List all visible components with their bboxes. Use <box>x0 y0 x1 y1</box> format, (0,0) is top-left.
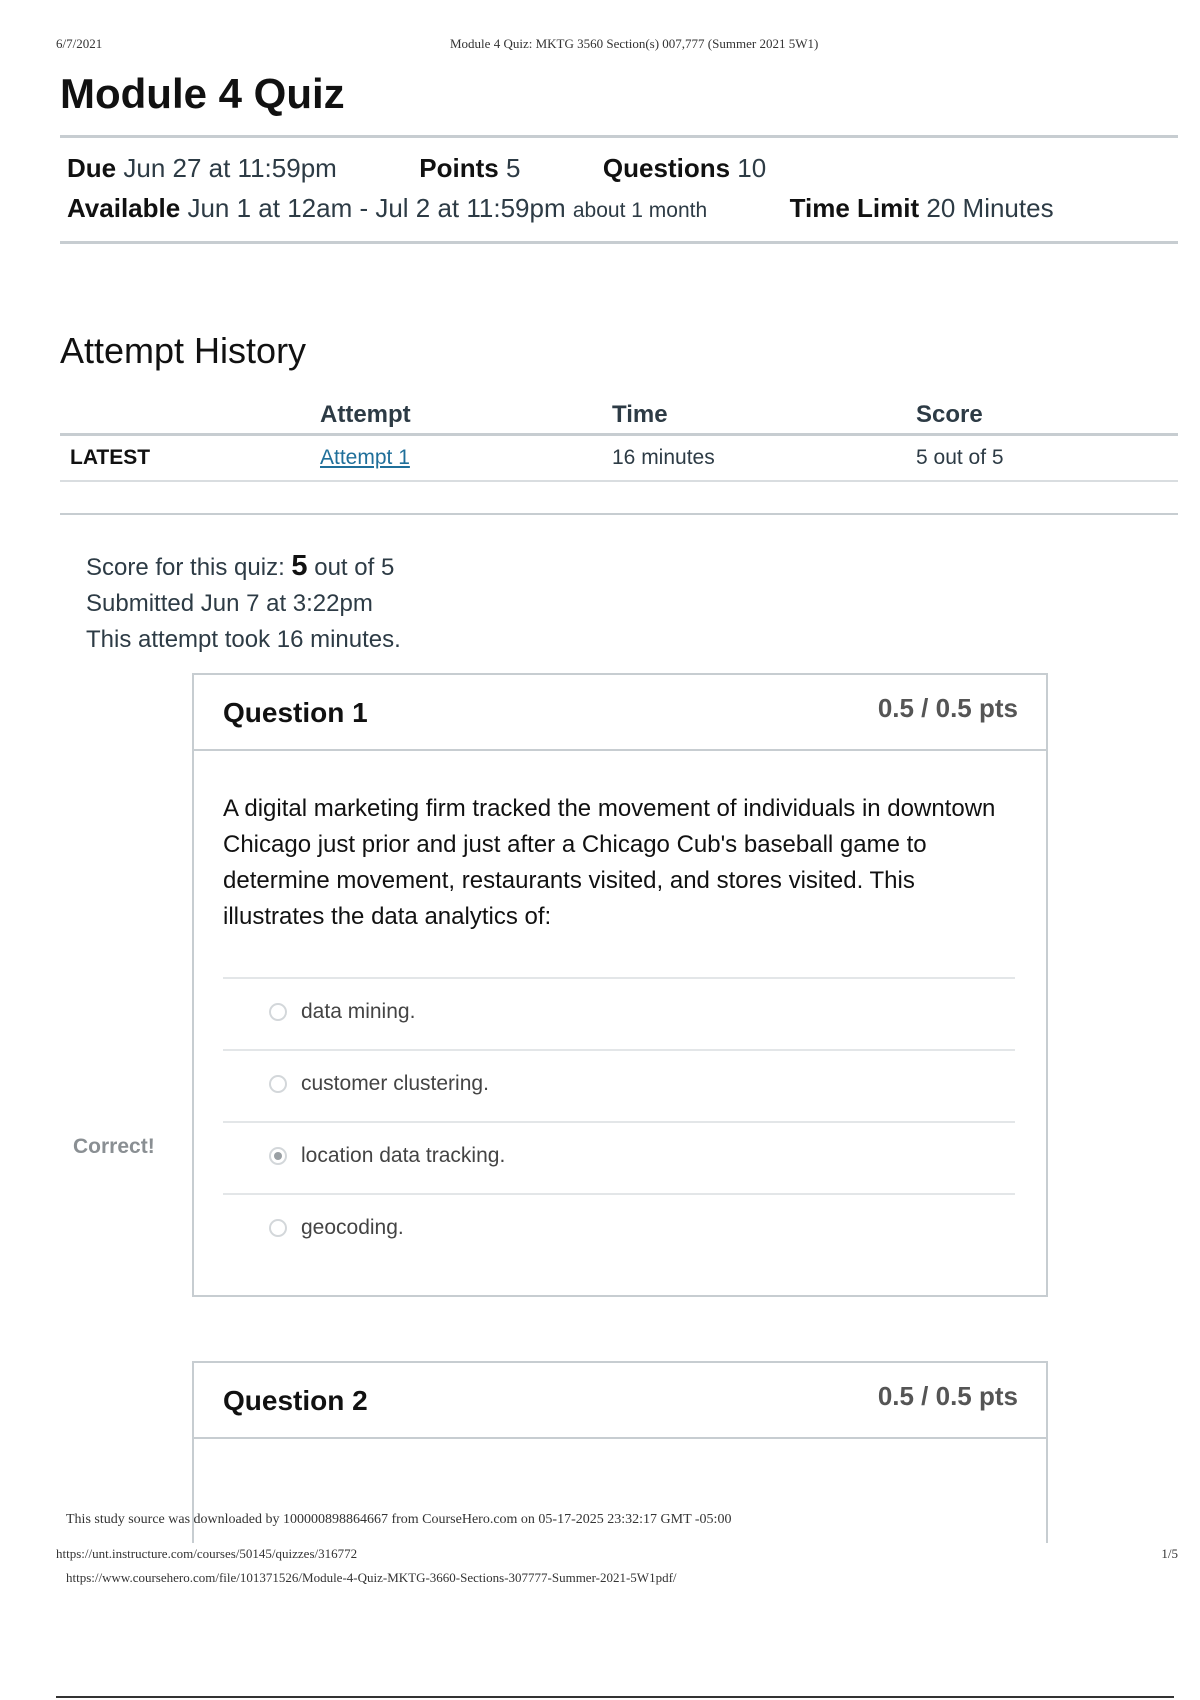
question-1 <box>192 673 1048 1297</box>
available-duration: about 1 month <box>572 199 708 222</box>
due-label: Due <box>67 153 117 183</box>
score-prefix: Score for this quiz: <box>86 554 292 581</box>
latest-badge: LATEST <box>70 446 151 469</box>
document-url: https://www.coursehero.com/file/101371526/Module-4-Quiz-MKTG-3660-Sections-307777-Summer-2021-5W1pdf/ <box>66 1570 677 1585</box>
question-points: 0.5 / 0.5 pts <box>877 693 1018 723</box>
question-header <box>194 1363 1046 1439</box>
answer-option-selected[interactable] <box>223 1121 1015 1195</box>
score-line <box>86 548 401 586</box>
question-header <box>194 675 1046 751</box>
attempt-score: 5 out of 5 <box>916 446 1004 469</box>
question-title: Question 2 <box>223 1385 368 1416</box>
print-date: 6/7/2021 <box>56 36 103 51</box>
time-limit-label: Time Limit <box>789 193 920 223</box>
duration-text: This attempt took 16 minutes. <box>86 626 401 653</box>
radio-icon[interactable] <box>269 1003 287 1021</box>
submitted-text: Submitted Jun 7 at 3:22pm <box>86 590 373 617</box>
answer-label: location data tracking. <box>301 1144 506 1167</box>
points-label: Points <box>419 153 499 183</box>
correct-feedback: Correct! <box>73 1135 155 1158</box>
answer-label: customer clustering. <box>301 1072 489 1095</box>
attempt-1-link[interactable]: Attempt 1 <box>320 446 410 469</box>
score-suffix: out of 5 <box>307 554 395 581</box>
attempt-history-header <box>60 393 1178 436</box>
page-url: https://unt.instructure.com/courses/50145/quizzes/316772 <box>56 1546 358 1561</box>
page-number: 1/5 <box>1161 1546 1178 1561</box>
score-summary <box>86 548 401 658</box>
column-header-time: Time <box>612 401 668 428</box>
question-points: 0.5 / 0.5 pts <box>877 1381 1018 1411</box>
available-value: Jun 1 at 12am - Jul 2 at 11:59pm <box>187 193 566 223</box>
answer-label: geocoding. <box>301 1216 404 1239</box>
attempt-time: 16 minutes <box>612 446 715 469</box>
quiz-meta-row-1 <box>67 153 766 184</box>
quiz-meta-row-2 <box>67 193 1054 224</box>
column-header-score: Score <box>916 401 983 428</box>
print-header <box>56 36 1178 52</box>
time-limit-value: 20 Minutes <box>926 193 1054 223</box>
score-value: 5 <box>291 550 308 582</box>
points-value: 5 <box>505 153 521 183</box>
answer-option[interactable] <box>223 1049 1015 1123</box>
divider <box>60 513 1178 515</box>
radio-selected-icon[interactable] <box>269 1147 287 1165</box>
attempt-history-title: Attempt History <box>60 330 307 371</box>
page-title: Module 4 Quiz <box>60 70 345 117</box>
answer-label: data mining. <box>301 1000 416 1023</box>
table-row <box>60 436 1178 482</box>
column-header-attempt: Attempt <box>320 401 411 428</box>
divider <box>60 241 1178 244</box>
divider <box>60 135 1178 138</box>
source-note: This study source was downloaded by 100000898864667 from CourseHero.com on 05-17-2025 23:32:17 GMT -05:00 <box>66 1512 732 1527</box>
radio-icon[interactable] <box>269 1219 287 1237</box>
radio-icon[interactable] <box>269 1075 287 1093</box>
print-title: Module 4 Quiz: MKTG 3560 Section(s) 007,777 (Summer 2021 5W1) <box>450 36 819 51</box>
divider <box>56 1696 1174 1698</box>
available-label: Available <box>67 193 181 223</box>
questions-label: Questions <box>602 153 731 183</box>
answer-option[interactable] <box>223 977 1015 1051</box>
questions-value: 10 <box>737 153 767 183</box>
question-title: Question 1 <box>223 697 368 728</box>
question-text: A digital marketing firm tracked the movement of individuals in downtown Chicago just prior and just after a Chicago Cub's baseball game to determine movement, restaurants visited, and stores visited. This illustrates the data analytics of: <box>223 795 996 930</box>
answer-option[interactable] <box>223 1193 1015 1267</box>
due-value: Jun 27 at 11:59pm <box>123 153 337 183</box>
